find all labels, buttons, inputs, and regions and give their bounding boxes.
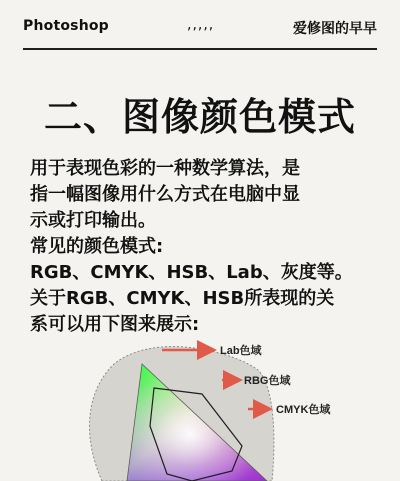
body-line: RGB、CMYK、HSB、Lab、灰度等。 [30,262,353,283]
body-line: 系可以用下图来展示: [30,314,200,335]
cmyk-label: CMYK色域 [276,404,331,416]
color-gamut-diagram [72,336,384,481]
author-label: 爱修图的早早 [293,21,377,37]
page-header [23,18,377,50]
body-line: 示或打印输出。 [30,210,156,231]
body-line: 用于表现色彩的一种数学算法，是 [30,158,300,179]
brand-label: Photoshop [23,18,109,34]
decorative-dots: ﻿,,,,, [187,17,215,33]
section-title: 二、图像颜色模式 [43,95,356,139]
body-line: 指一幅图像用什么方式在电脑中显 [30,184,300,205]
lab-label: Lab色域 [220,345,262,357]
body-line: 关于RGB、CMYK、HSB所表现的关 [30,288,335,309]
rgb-label: RBG色域 [244,375,291,387]
body-line: 常见的颜色模式: [30,236,164,257]
article-body [30,156,380,338]
